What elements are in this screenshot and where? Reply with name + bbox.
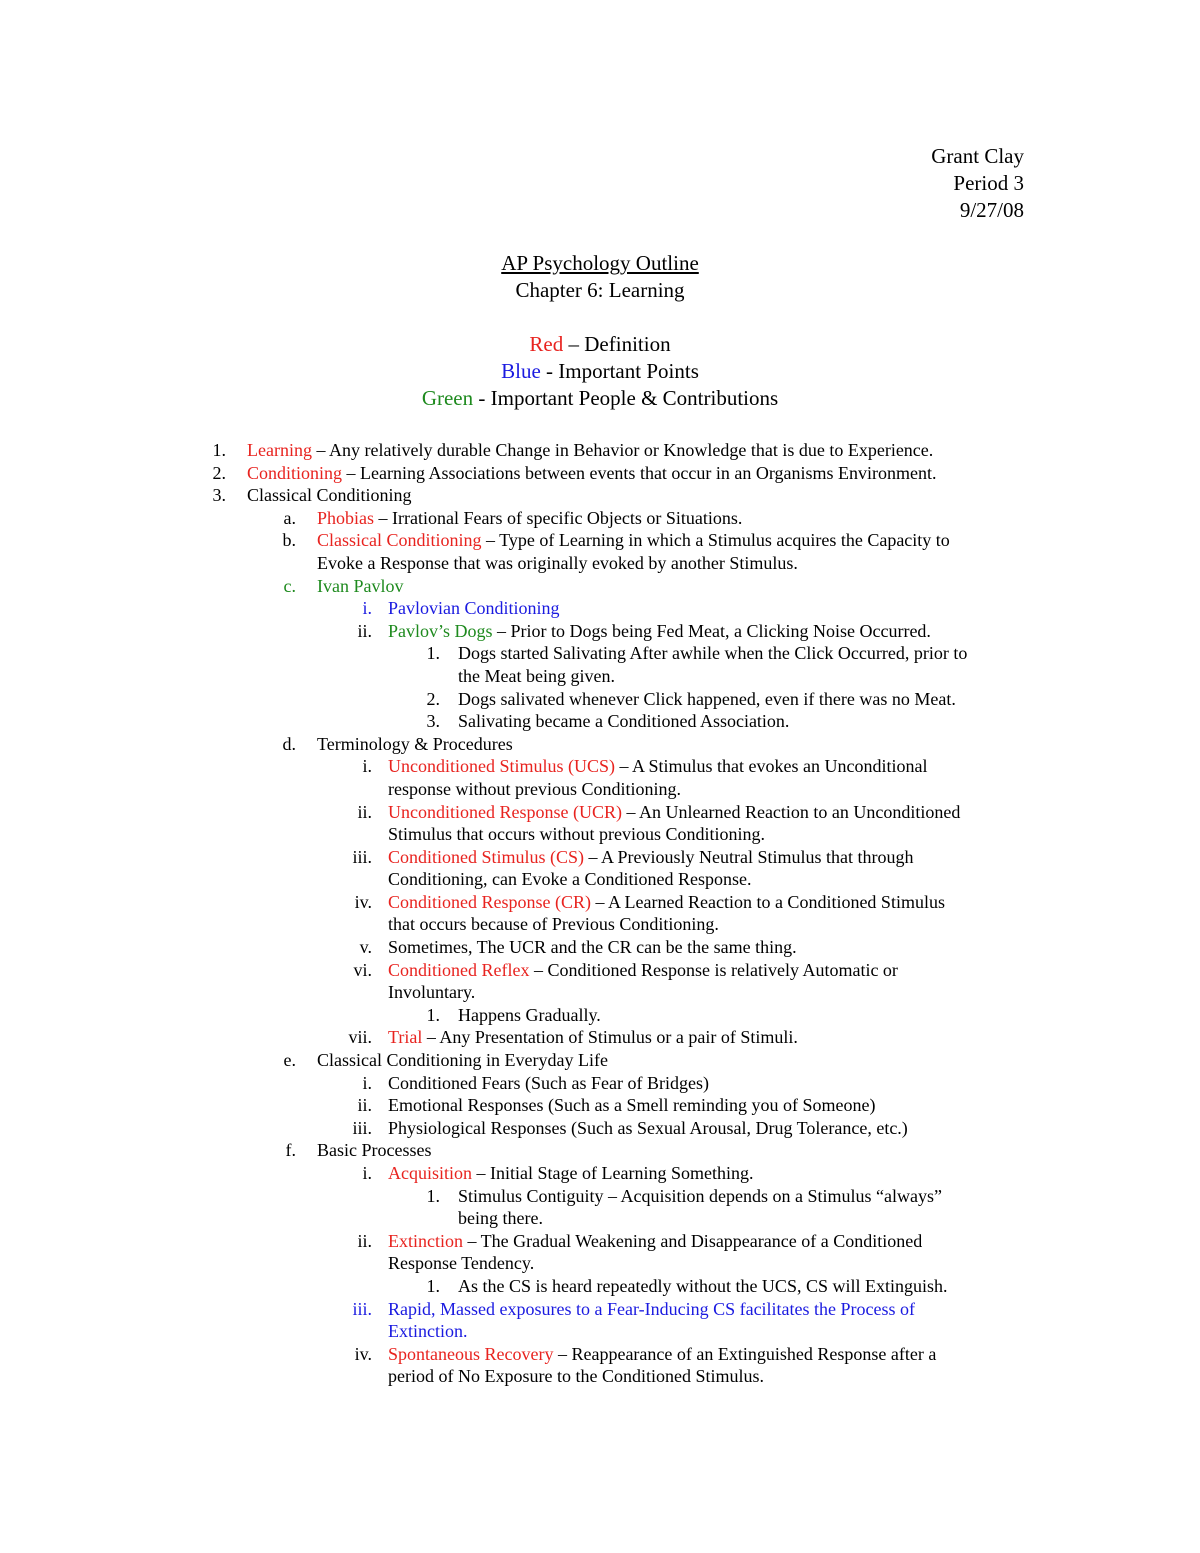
- outline-text: [388, 936, 797, 959]
- outline-term: Rapid, Massed exposures to a Fear-Inducing CS facilitates the Process of: [388, 1298, 916, 1319]
- outline-description: – Conditioned Response is relatively Automatic or: [529, 959, 898, 980]
- legend-separator: -: [540, 359, 559, 383]
- outline-marker: ii.: [357, 801, 372, 822]
- outline-marker: 1.: [426, 1004, 440, 1025]
- outline-text: [388, 1343, 936, 1366]
- outline-marker: v.: [359, 937, 372, 958]
- outline-description: – An Unlearned Reaction to an Unconditioned: [621, 801, 961, 822]
- outline-line: [0, 846, 1200, 869]
- outline-description: response without previous Conditioning.: [388, 778, 681, 799]
- outline-description: Dogs salivated whenever Click happened, even if there was no Meat.: [458, 688, 956, 709]
- outline-line: [0, 688, 1200, 711]
- outline-term: Pavlov’s Dogs: [388, 620, 493, 641]
- outline-description: period of No Exposure to the Conditioned Stimulus.: [388, 1366, 764, 1387]
- outline-line: [0, 891, 1200, 914]
- outline-text: [458, 1185, 942, 1208]
- outline-line: [0, 507, 1200, 530]
- outline-description: – Any relatively durable Change in Behavior or Knowledge that is due to Experience.: [311, 440, 934, 460]
- outline-text: [388, 1230, 922, 1253]
- outline-description: Evoke a Response that was originally evoked by another Stimulus.: [317, 552, 798, 573]
- outline-text: [317, 1139, 431, 1162]
- outline-description: Conditioning, can Evoke a Conditioned Response.: [388, 869, 752, 890]
- outline-term: Phobias: [317, 507, 375, 528]
- legend-item-blue: [0, 358, 1200, 385]
- legend-meaning: Definition: [584, 332, 671, 356]
- outline-description: Response Tendency.: [388, 1253, 535, 1274]
- outline-marker: i.: [362, 1163, 372, 1183]
- outline-text: [388, 1162, 753, 1185]
- outline-line: [0, 981, 1200, 1004]
- outline-marker: 1.: [426, 1275, 440, 1296]
- outline-marker: a.: [283, 507, 296, 528]
- outline-term: Pavlovian Conditioning: [388, 598, 560, 619]
- document-date: 9/27/08: [959, 198, 1024, 222]
- outline-text: [388, 891, 945, 914]
- outline-line: [0, 1320, 1200, 1343]
- outline-term: Acquisition: [388, 1163, 472, 1183]
- outline-line: [0, 959, 1200, 982]
- outline-line: [0, 665, 1200, 688]
- outline-marker: vii.: [348, 1027, 372, 1048]
- outline-term: Extinction: [388, 1230, 463, 1251]
- outline-line: [0, 1343, 1200, 1366]
- outline-line: [0, 439, 1200, 462]
- outline-description: being there.: [458, 1208, 543, 1229]
- outline-description: – Prior to Dogs being Fed Meat, a Clicking Noise Occurred.: [492, 620, 931, 641]
- outline-text: [388, 981, 475, 1004]
- outline-text: [317, 1049, 608, 1072]
- outline-term: Conditioned Reflex: [388, 959, 530, 980]
- outline-term: Unconditioned Stimulus (UCS): [388, 756, 616, 777]
- outline-marker: 1.: [212, 440, 226, 460]
- outline-description: Stimulus that occurs without previous Conditioning.: [388, 824, 765, 845]
- outline-text: [247, 484, 412, 507]
- outline-text: [388, 1365, 764, 1388]
- outline-description: that occurs because of Previous Conditioning.: [388, 914, 719, 935]
- outline-marker: ii.: [357, 1230, 372, 1251]
- outline-text: [458, 1004, 601, 1027]
- outline-term: Learning: [247, 440, 312, 460]
- legend-key: Blue: [501, 359, 541, 383]
- outline-marker: 3.: [212, 485, 226, 506]
- outline-line: [0, 1162, 1200, 1185]
- outline-description: Classical Conditioning: [247, 485, 412, 506]
- outline-line: [0, 1185, 1200, 1208]
- outline-text: [388, 1072, 709, 1095]
- outline-text: [388, 823, 765, 846]
- outline-list: [0, 439, 1200, 1388]
- document-title: AP Psychology Outline: [501, 251, 699, 275]
- outline-text: [458, 710, 789, 733]
- outline-term: Conditioned Stimulus (CS): [388, 846, 585, 867]
- legend-separator: -: [473, 386, 491, 410]
- outline-line: [0, 868, 1200, 891]
- outline-term: Extinction.: [388, 1321, 468, 1342]
- outline-line: [0, 1207, 1200, 1230]
- outline-text: [317, 507, 742, 530]
- outline-description: – Irrational Fears of specific Objects or Situations.: [374, 507, 743, 528]
- outline-line: [0, 642, 1200, 665]
- outline-line: [0, 462, 1200, 485]
- outline-text: [388, 1252, 534, 1275]
- outline-text: [388, 1094, 875, 1117]
- header-info: [931, 143, 1024, 224]
- outline-description: Dogs started Salivating After awhile when the Click Occurred, prior to: [458, 643, 968, 664]
- outline-text: [388, 959, 898, 982]
- outline-line: [0, 552, 1200, 575]
- title-block: [0, 250, 1200, 304]
- outline-text: [317, 733, 513, 756]
- outline-text: [458, 688, 956, 711]
- outline-line: [0, 597, 1200, 620]
- outline-marker: b.: [282, 530, 296, 551]
- legend-meaning: Important Points: [558, 359, 699, 383]
- outline-line: [0, 484, 1200, 507]
- outline-description: As the CS is heard repeatedly without the UCS, CS will Extinguish.: [458, 1275, 948, 1296]
- outline-text: [388, 868, 751, 891]
- outline-marker: 2.: [212, 462, 226, 483]
- outline-description: Emotional Responses (Such as a Smell reminding you of Someone): [388, 1095, 876, 1116]
- outline-text: [458, 1207, 543, 1230]
- outline-line: [0, 1094, 1200, 1117]
- chapter-title: Chapter 6: Learning: [515, 278, 685, 302]
- legend-meaning: Important People & Contributions: [490, 386, 779, 410]
- outline-term: Unconditioned Response (UCR): [388, 801, 622, 822]
- outline-marker: iii.: [352, 1117, 372, 1138]
- outline-term: Trial: [388, 1027, 423, 1048]
- outline-marker: 1.: [426, 643, 440, 664]
- outline-marker: 2.: [426, 688, 440, 709]
- outline-description: – Type of Learning in which a Stimulus acquires the Capacity to: [481, 530, 950, 551]
- outline-text: [317, 529, 950, 552]
- outline-description: Physiological Responses (Such as Sexual Arousal, Drug Tolerance, etc.): [388, 1117, 908, 1138]
- outline-line: [0, 1275, 1200, 1298]
- outline-text: [247, 439, 933, 462]
- outline-line: [0, 1139, 1200, 1162]
- outline-marker: iv.: [354, 1343, 372, 1364]
- outline-line: [0, 1072, 1200, 1095]
- outline-term: Conditioning: [247, 462, 343, 483]
- outline-term: Conditioned Response (CR): [388, 891, 591, 912]
- legend-item-green: [0, 385, 1200, 412]
- class-period: Period 3: [953, 171, 1024, 195]
- outline-text: [388, 620, 931, 643]
- outline-marker: i.: [362, 756, 372, 777]
- outline-marker: iii.: [352, 846, 372, 867]
- outline-description: Stimulus Contiguity – Acquisition depends on a Stimulus “always”: [458, 1185, 942, 1206]
- outline-text: [458, 642, 967, 665]
- outline-line: [0, 1252, 1200, 1275]
- outline-text: [388, 846, 914, 869]
- outline-line: [0, 1230, 1200, 1253]
- outline-marker: e.: [283, 1050, 296, 1071]
- outline-marker: i.: [362, 598, 372, 619]
- legend-item-red: [0, 331, 1200, 358]
- outline-description: – Learning Associations between events that occur in an Organisms Environment.: [342, 462, 937, 483]
- outline-description: Classical Conditioning in Everyday Life: [317, 1050, 608, 1071]
- outline-text: [388, 778, 681, 801]
- outline-line: [0, 733, 1200, 756]
- color-legend: [0, 331, 1200, 412]
- outline-line: [0, 913, 1200, 936]
- outline-marker: ii.: [357, 620, 372, 641]
- outline-marker: 3.: [426, 711, 440, 732]
- outline-term: Classical Conditioning: [317, 530, 482, 551]
- outline-text: [458, 665, 615, 688]
- outline-text: [317, 552, 798, 575]
- outline-text: [388, 755, 928, 778]
- outline-text: [388, 1298, 915, 1321]
- outline-line: [0, 1365, 1200, 1388]
- outline-text: [458, 1275, 947, 1298]
- outline-description: – A Learned Reaction to a Conditioned Stimulus: [591, 891, 945, 912]
- legend-separator: –: [563, 332, 585, 356]
- outline-marker: c.: [283, 575, 296, 596]
- outline-text: [388, 1320, 468, 1343]
- outline-description: the Meat being given.: [458, 665, 615, 686]
- outline-description: – A Stimulus that evokes an Unconditional: [615, 756, 928, 777]
- outline-marker: d.: [282, 733, 296, 754]
- outline-marker: iv.: [354, 891, 372, 912]
- outline-line: [0, 778, 1200, 801]
- outline-description: Happens Gradually.: [458, 1004, 601, 1025]
- outline-marker: iii.: [352, 1298, 372, 1319]
- outline-description: Salivating became a Conditioned Association.: [458, 711, 790, 732]
- outline-description: Terminology & Procedures: [317, 733, 513, 754]
- outline-line: [0, 1298, 1200, 1321]
- outline-line: [0, 1026, 1200, 1049]
- outline-description: – Initial Stage of Learning Something.: [472, 1163, 754, 1183]
- outline-description: – A Previously Neutral Stimulus that through: [584, 846, 914, 867]
- outline-description: Conditioned Fears (Such as Fear of Bridges): [388, 1072, 709, 1093]
- outline-line: [0, 801, 1200, 824]
- outline-description: – Any Presentation of Stimulus or a pair of Stimuli.: [422, 1027, 798, 1048]
- outline-description: Basic Processes: [317, 1140, 432, 1161]
- outline-line: [0, 575, 1200, 598]
- outline-term: Ivan Pavlov: [317, 575, 404, 596]
- outline-text: [388, 1026, 798, 1049]
- outline-line: [0, 620, 1200, 643]
- outline-marker: i.: [362, 1072, 372, 1093]
- outline-description: – The Gradual Weakening and Disappearance of a Conditioned: [463, 1230, 923, 1251]
- outline-line: [0, 936, 1200, 959]
- outline-text: [388, 801, 960, 824]
- legend-key: Green: [421, 386, 474, 410]
- outline-text: [388, 913, 719, 936]
- outline-text: [388, 1117, 908, 1140]
- outline-description: Sometimes, The UCR and the CR can be the same thing.: [388, 937, 797, 958]
- outline-line: [0, 823, 1200, 846]
- outline-line: [0, 1049, 1200, 1072]
- legend-key: Red: [529, 332, 564, 356]
- student-name: Grant Clay: [931, 144, 1024, 168]
- outline-line: [0, 1004, 1200, 1027]
- outline-line: [0, 710, 1200, 733]
- outline-marker: f.: [285, 1140, 296, 1161]
- outline-text: [247, 462, 937, 485]
- outline-line: [0, 1117, 1200, 1140]
- outline-description: Involuntary.: [388, 982, 476, 1003]
- outline-text: [388, 597, 560, 620]
- outline-marker: vi.: [353, 959, 372, 980]
- outline-text: [317, 575, 403, 598]
- outline-term: Spontaneous Recovery: [388, 1343, 554, 1364]
- outline-line: [0, 529, 1200, 552]
- outline-marker: ii.: [357, 1095, 372, 1116]
- outline-marker: 1.: [426, 1185, 440, 1206]
- outline-description: – Reappearance of an Extinguished Response after a: [553, 1343, 937, 1364]
- outline-line: [0, 755, 1200, 778]
